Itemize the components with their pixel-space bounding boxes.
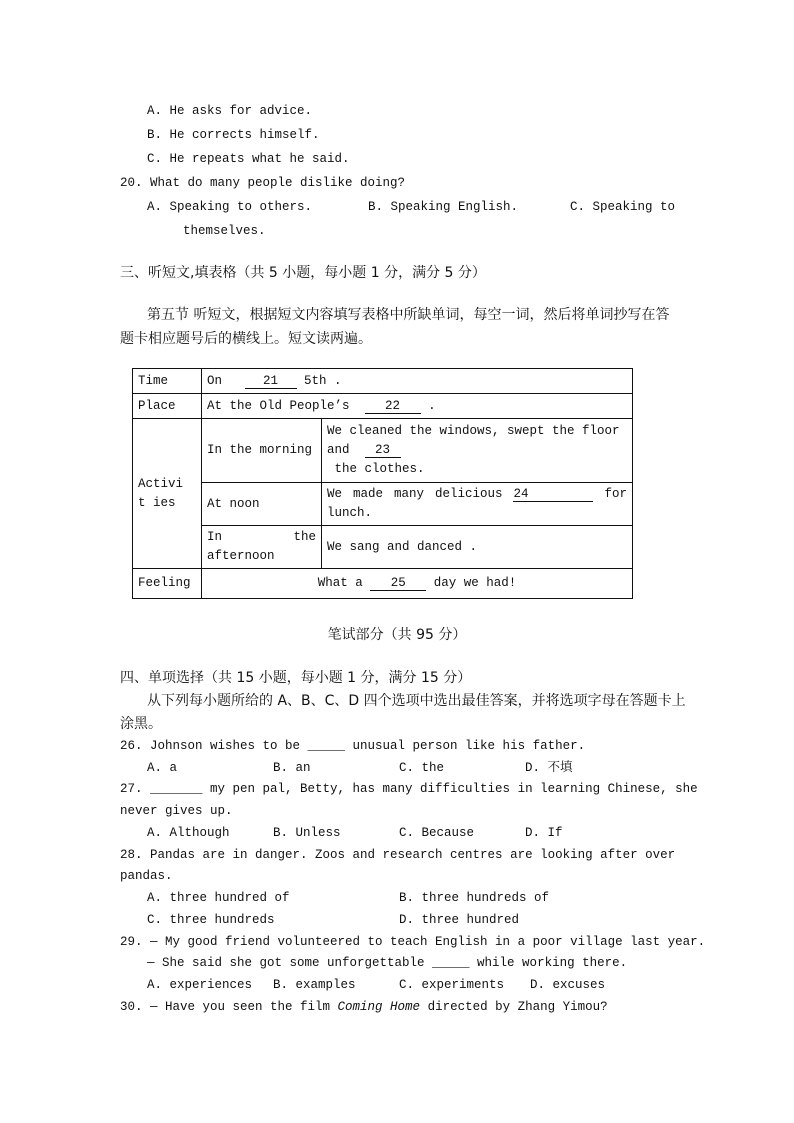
q20-option-a: A. Speaking to others. [147, 200, 313, 214]
q29-option-d: D. excuses [530, 978, 606, 992]
q27-option-a: A. Although [147, 826, 230, 840]
q29-stem-2: — She said she got some unforgettable _____ while working there. [147, 956, 628, 970]
q29-stem-1: 29. — My good friend volunteered to teach English in a poor village last year. [120, 935, 706, 949]
blank-21: 21 [245, 374, 297, 389]
activities-label: Activit ies [133, 419, 202, 569]
time-label: Time [133, 369, 202, 394]
morning-cell: We cleaned the windows, swept the floor and 23 the clothes. [322, 419, 633, 483]
time-row: On 21 5th . [202, 369, 633, 394]
q26-stem: 26. Johnson wishes to be _____ unusual person like his father. [120, 739, 586, 753]
afternoon-cell: We sang and danced . [322, 526, 633, 569]
q27-stem-2: never gives up. [120, 804, 233, 818]
blank-24: 24 [513, 487, 593, 502]
q28-stem-1: 28. Pandas are in danger. Zoos and research centres are looking after over [120, 848, 676, 862]
q29-option-a: A. experiences [147, 978, 253, 992]
noon-label: At noon [202, 483, 322, 526]
section4-instruction-2: 涂黑。 [120, 716, 162, 732]
blank-23: 23 [365, 443, 401, 458]
section3-instruction-1: 第五节 听短文，根据短文内容填写表格中所缺单词，每空一词，然后将单词抄写在答 [147, 307, 670, 323]
q29-option-b: B. examples [273, 978, 356, 992]
afternoon-label: In the afternoon [202, 526, 322, 569]
q20-option-c: C. Speaking to [570, 200, 676, 214]
q28-option-a: A. three hundred of [147, 891, 290, 905]
q26-option-c: C. the [399, 761, 445, 775]
blank-25: 25 [370, 576, 426, 591]
section3-instruction-2: 题卡相应题号后的横线上。短文读两遍。 [120, 331, 372, 347]
written-part-title: 笔试部分（共 95 分） [327, 627, 467, 643]
q28-stem-2: pandas. [120, 869, 173, 883]
listening-table [132, 368, 633, 599]
section3-heading: 三、听短文,填表格（共 5 小题，每小题 1 分，满分 5 分） [120, 265, 486, 281]
film-title: Coming Home [337, 1000, 421, 1014]
q20-option-c-cont: themselves. [183, 224, 266, 238]
morning-label: In the morning [202, 419, 322, 483]
place-row: At the Old People’s 22 . [202, 394, 633, 419]
section4-heading: 四、单项选择（共 15 小题，每小题 1 分，满分 15 分） [120, 670, 472, 686]
q26-option-a: A. a [147, 761, 178, 775]
q20-stem: 20. What do many people dislike doing? [120, 176, 406, 190]
q26-option-d: D. 不填 [525, 761, 573, 775]
section4-instruction-1: 从下列每小题所给的 A、B、C、D 四个选项中选出最佳答案，并将选项字母在答题卡上 [147, 693, 686, 709]
q19-option-a: A. He asks for advice. [147, 104, 313, 118]
blank-22: 22 [365, 399, 421, 414]
q27-option-c: C. Because [399, 826, 475, 840]
feeling-label: Feeling [133, 569, 202, 599]
noon-cell: We made many delicious 24 for lunch. [322, 483, 633, 526]
feeling-row: What a 25 day we had! [202, 569, 633, 599]
q28-option-d: D. three hundred [399, 913, 520, 927]
q27-option-d: D. If [525, 826, 563, 840]
q28-option-c: C. three hundreds [147, 913, 275, 927]
q30-stem: 30. — Have you seen the film Coming Home directed by Zhang Yimou? [120, 1000, 608, 1014]
q28-option-b: B. three hundreds of [399, 891, 550, 905]
place-label: Place [133, 394, 202, 419]
q27-stem-1: 27. _______ my pen pal, Betty, has many difficulties in learning Chinese, she [120, 782, 698, 796]
q26-option-b: B. an [273, 761, 311, 775]
q29-option-c: C. experiments [399, 978, 505, 992]
q19-option-b: B. He corrects himself. [147, 128, 320, 142]
q19-option-c: C. He repeats what he said. [147, 152, 350, 166]
q27-option-b: B. Unless [273, 826, 341, 840]
q20-option-b: B. Speaking English. [368, 200, 519, 214]
